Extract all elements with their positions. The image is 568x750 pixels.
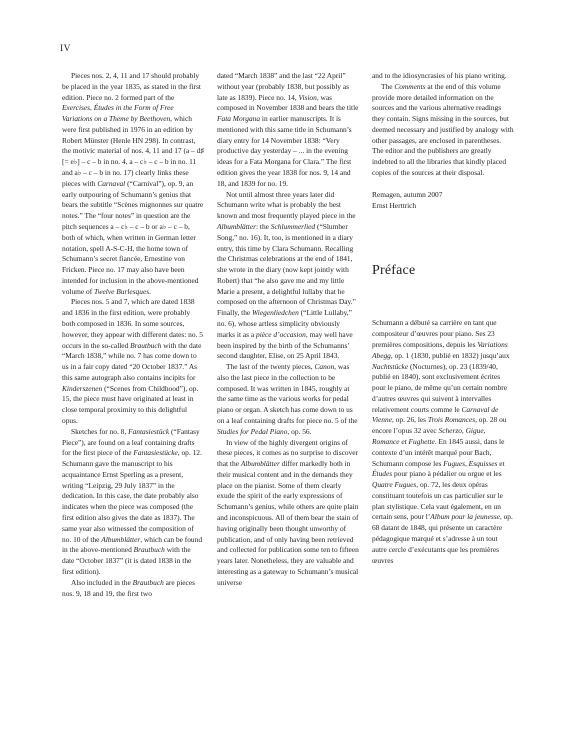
italic-text: Trois Romances (427, 415, 476, 425)
italic-text: Fantasiestück (128, 426, 170, 436)
italic-text: pièce d’occasion (256, 329, 306, 339)
text-run: pour piano à pédalier ou orgue et les (392, 469, 502, 479)
italic-text: Études (372, 469, 393, 479)
preface-french-text (372, 318, 514, 566)
text-run: at the end of this volume provide more detailed information on the sources and the various alternative readings they contain. Signs missing in the sources, but deemed necessary and justified by analogy with other passages, are enclosed in parentheses. The editor and the publishers are greatly indebted to all the libraries that kindly placed copies of the sources at their disposal. (372, 81, 514, 178)
text-run: dated “March 1838” and the last “22 April” without year (probably 1838, but possibly as late as 1839). Piece no. 14, (217, 71, 349, 102)
italic-text: Carnaval de Vienne (372, 404, 499, 425)
text-run: . (149, 286, 151, 296)
italic-text: Kinderszenen (62, 383, 103, 393)
text-run: , which can be found in the above-mentioned (62, 534, 203, 555)
text-run: , was composed in November 1838 and bears the title (217, 92, 359, 113)
text-run: Schumann a débuté sa carrière en tant que compositeur d’œuvres pour piano. Ses 23 premières compositions, depuis les (372, 318, 497, 349)
text-run: , op. 68 datant de 1848, qui présente un caractère pédagogique marqué et s’adresse à un tout autre cercle d’exécutants que les premières œuvres (372, 512, 513, 565)
paragraph (217, 71, 359, 190)
italic-text: Brautbuch (132, 577, 164, 587)
text-run: (“Scenes from Childhood”), op. 15, the piece must have originated at least in close temporal proximity to this delightful opus. (62, 383, 199, 425)
italic-text: Quatre Fugues (372, 480, 417, 490)
italic-text: Brautbuch (130, 340, 162, 350)
italic-text: Vision (298, 92, 317, 102)
italic-text: Nachtstücke (372, 361, 409, 371)
italic-text: Twelve Burlesques (94, 286, 150, 296)
text-run: in earlier manuscripts. It is mentioned with this same title in Schumann’s diary entry for 14 November 1838: “Very productive day yesterday – ... in the evening ideas for a Fata Morgana for Clara.” The first edition gives the year 1838 for nos. 9, 14 and 18, and 1839 for no. 19. (217, 114, 352, 188)
preface-english-ending (372, 71, 514, 179)
italic-text: Albumblätter (240, 459, 280, 469)
text-run: , op. 28 ou encore l’opus 32 avec (372, 415, 507, 436)
text-column-3 (372, 71, 514, 566)
italic-text: Scherzo, Gigue, Romance et Fughette (372, 426, 486, 446)
paragraph (372, 82, 514, 179)
text-run: The (381, 81, 395, 91)
paragraph (372, 318, 514, 566)
text-run: and to the idiosyncrasies of his piano writing. (372, 71, 507, 80)
text-run: et (497, 458, 505, 468)
text-run: , op. 1 (1830, publié en 1832) jusqu’aux (390, 350, 510, 360)
italic-text: Fantasiestücke (133, 448, 178, 458)
text-column-1 (62, 71, 204, 599)
text-run: with the date “March 1838,” while no. 7 has come down to us in a fair copy dated “20 October 1837.” As this same autograph also contains incipits for (62, 340, 202, 382)
text-run: Not until almost three years later did Schumann write what is probably the best known and most frequently played piece in the (217, 189, 356, 221)
text-run: , op. 12. Schumann gave the manuscript to his acquaintance Ernst Sperling as a present, writing “Leipzig, 29 July 1837” in the dedication. In this case, the date probably also indicates when the piece was composed (the first edition also gives the date as 1837). The same year also witnessed the composition of no. 10 of the (62, 448, 202, 544)
text-run: , op. 72, les deux opéras constituant toutefois un cas particulier sur le plan stylistique. Cela vaut également, en un certain sens, pour l’ (372, 480, 503, 522)
paragraph (62, 71, 204, 297)
paragraph (62, 578, 204, 600)
text-run: Pieces nos. 5 and 7, which are dated 1838 and 1836 in the first edition, were probably both composed in 1836. In some sources, however, they appear with different dates: no. 5 occurs in the so-called (62, 297, 203, 350)
italic-text: Albumblätter (101, 534, 141, 544)
italic-text: Comments (394, 81, 426, 91)
text-column-2 (217, 71, 359, 589)
paragraph (217, 190, 359, 363)
text-run: (Nocturnes), op. 23 (1839/40, publié en 1840), sont exclusivement écrites pour le piano, de même qu’un certain nombre d’autres œuvres qui suivent à intervalles relativement courts comme le (372, 361, 508, 414)
paragraph (62, 297, 204, 426)
text-run: Sketches for no. 8, (71, 426, 129, 436)
text-run: Also included in the (71, 577, 133, 587)
italic-text: Fugues, Esquisses (443, 458, 498, 468)
text-run: , may well have been inspired by the birth of the Schumanns’ second daughter, Elise, on 25 April 1843. (217, 329, 353, 361)
italic-text: Carnaval (97, 178, 126, 188)
text-run: , op. 26, les (391, 415, 428, 425)
text-run: (“Little Lullaby,” no. 6), whose artless simplicity obviously marks it as a (217, 308, 352, 339)
text-run: differ markedly both in their musical content and in the demands they place on the pianist. Some of them clearly exude the spirit of the early expressions of Schumann’s genius, while others are quite plain and inconspicuous. All of them bear the stain of having originally been thought unworthy of publication, and of only having been retrieved and collected for publication some ten to fifteen years later. Nonetheless, they are valuable and interesting as a gateway to Schumann’s musical universe (217, 459, 359, 587)
paragraph (217, 438, 359, 589)
text-run: , was also the last piece in the collection to be composed. It was written in 1845, roughly at the same time as the various works for pedal piano or organ. A sketch has come down to us on a leaf containing drafts for piece no. 5 of the (217, 362, 358, 425)
page-number: IV (60, 44, 72, 54)
text-run: : the (256, 221, 271, 231)
italic-text: Variations Abegg (372, 339, 508, 360)
signature-editor-name: Ernst Herttrich (372, 200, 417, 210)
text-run: , which were first published in 1976 in an edition by Robert Münster (Henle HN 298). In contrast, the motivic material of nos. 4, 11 and 17 (a – d♯ [= e♭] – c – b in no. 4, a – c♭ – c – b in no. 11 and a♭ – c – b in no. 17) clearly links these pieces with (62, 114, 204, 188)
text-run: (“Slumber Song,” no. 16). It, too, is mentioned in a diary entry, this time by Clara Schumann. Recalling the Christmas celebrations at the end of 1841, she wrote in the diary (now kept jointly with Robert) that “he also gave me and my little Marie a present, a delightful lullaby that he composed on the afternoon of Christmas Day.” Finally, the (217, 221, 356, 318)
italic-text: Schlummerlied (270, 221, 316, 231)
paragraph (217, 362, 359, 437)
italic-text: Canon (314, 362, 335, 372)
italic-text: Wiegenliedchen (252, 308, 299, 318)
paragraph (372, 71, 514, 82)
text-run: with the date “October 1837” (it is dated 1838 in the first edition). (62, 545, 192, 576)
italic-text: Studies for Pedal Piano (217, 426, 288, 436)
text-run: are pieces nos. 9, 18 and 19, the first two (62, 577, 195, 598)
italic-text: Exercises, Études in the Form of Free Variations on a Theme by Beethoven (62, 103, 174, 124)
preface-heading: Préface (372, 263, 416, 279)
signature-place-date: Remagen, autumn 2007 (372, 189, 443, 199)
italic-text: Fata Morgana (217, 114, 261, 124)
italic-text: Albumblätter (217, 221, 257, 231)
paragraph (62, 427, 204, 578)
text-run: The last of the twenty pieces, (226, 362, 315, 372)
text-run: Pieces nos. 2, 4, 11 and 17 should probably be placed in the year 1835, as stated in the first edition. Piece no. 2 formed part of the (62, 71, 201, 102)
text-run: (“Carnival”), op. 9, an early outpouring of Schumann’s genius that bears the subtitle “Scènes mignonnes sur quatre notes.” The “four notes” in question are the pitch sequences a – c♭ – c – b or a♭ – c – b, both of which, when written in German letter notation, spell A-S-C-H, the home town of Schumann’s secret fiancée, Ernestine von Fricken. Piece no. 17 may also have been intended for inclusion in the above-mentioned volume of (62, 178, 204, 296)
text-run: , op. 56. (287, 426, 312, 436)
italic-text: Album pour la jeunesse (430, 512, 500, 522)
italic-text: Brautbuch (133, 545, 165, 555)
text-run: . En 1845 aussi, dans le contexte d’un intérêt marqué pour Bach, Schumann compose les (372, 436, 505, 468)
text-run: (“Fantasy Piece”), are found on a leaf containing drafts for the first piece of the (62, 426, 200, 458)
text-run: In view of the highly divergent origins of these pieces, it comes as no surprise to discover that the (217, 437, 358, 469)
